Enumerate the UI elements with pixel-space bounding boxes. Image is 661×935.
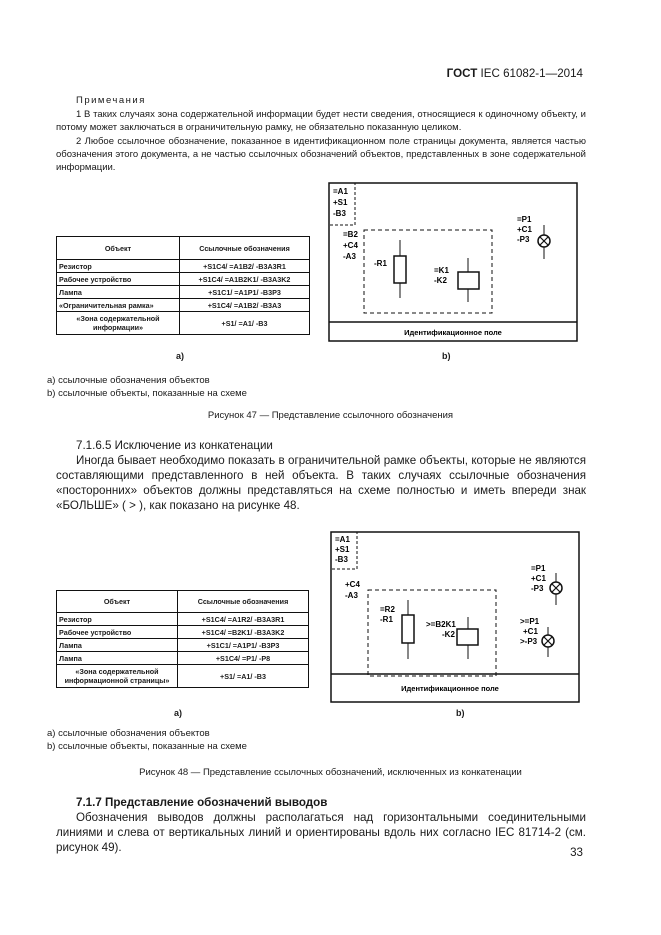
fig47-r1: -R1 (374, 259, 387, 268)
fig48-doc-b: -B3 (335, 555, 348, 564)
fig47-label-a: а) (176, 351, 185, 361)
fig48-diagram (330, 531, 581, 703)
fig48-table (56, 590, 309, 688)
table-cell: Рабочее устройство (57, 626, 178, 639)
resistor-symbol (402, 615, 414, 643)
section2-heading: 7.1.7 Представление обозначений выводов (76, 796, 328, 809)
fig47-frame-a: -A3 (343, 252, 356, 261)
table-cell: +S1C4/ =P1/ -P8 (178, 652, 309, 665)
notes-title: Примечания (76, 95, 146, 106)
table-cell: +S1/ =A1/ -B3 (180, 312, 310, 335)
fig47-diagram (328, 182, 579, 342)
fig47-p1: =P1 (517, 215, 532, 224)
fig47-caption-a: а) ссылочные обозначения объектов (47, 375, 210, 386)
fig48-xc1: +C1 (523, 627, 538, 636)
table-cell: «Зона содержательной информации» (57, 312, 180, 335)
section-paragraph: Иногда бывает необходимо показать в ограничительной рамке объекты, которые не являются составляющими представленного в ней объекта. В таких случаях ссылочные обозначения «посторонних» объектов должны представляться на схеме полностью и иметь впереди знак «БОЛЬШЕ» ( > ), как показано на рисунке 48. (56, 454, 586, 512)
fig47-label-b: b) (442, 351, 451, 361)
fig47-table (56, 236, 310, 335)
fig47-id-field: Идентификационное поле (404, 328, 502, 337)
coil-symbol (457, 629, 478, 645)
fig47-frame-c: +C4 (343, 241, 358, 250)
table-cell: +S1C4/ =B2K1/ -B3A3K2 (178, 626, 309, 639)
fig47-c1: +C1 (517, 225, 532, 234)
fig47-doc-b: -B3 (333, 209, 346, 218)
table-cell: Резистор (57, 260, 180, 273)
page-header (447, 67, 583, 80)
note-1: 1 В таких случаях зона содержательной информации будет нести сведения, относящиеся к одиночному объекту, и потому может заключаться в ограничительную рамку, не обязательно показанную целиком. (56, 109, 586, 133)
section2-paragraph: Обозначения выводов должны располагаться над горизонтальными соединительными линиями и слева от вертикальных линий и ориентированы вдоль них согласно IEC 81714-2 (см. рисунок 49). (56, 811, 586, 854)
fig48-p1: =P1 (531, 564, 546, 573)
table-cell: +S1/ =A1/ -B3 (178, 665, 309, 688)
fig47-header-refs: Ссылочные обозначения (180, 237, 310, 260)
fig48-k2: -K2 (442, 630, 455, 639)
table-cell: «Зона содержательной информационной страницы» (57, 665, 178, 688)
table-cell: Лампа (57, 639, 178, 652)
fig47-doc-a: =A1 (333, 187, 348, 196)
fig47-k2: -K2 (434, 276, 447, 285)
fig48-p3: -P3 (531, 584, 544, 593)
fig48-header-object: Объект (57, 591, 178, 613)
resistor-symbol (394, 256, 406, 283)
header-gost: ГОСТ (446, 67, 478, 80)
fig48-id-field: Идентификационное поле (401, 684, 499, 693)
table-cell: Рабочее устройство (57, 273, 180, 286)
fig47-k1: =K1 (434, 266, 449, 275)
fig48-xp3: >-P3 (520, 637, 538, 646)
fig47-doc-s: +S1 (333, 198, 348, 207)
fig48-header-refs: Ссылочные обозначения (178, 591, 309, 613)
section-heading: 7.1.6.5 Исключение из конкатенации (76, 439, 273, 452)
header-standard: IEC 61082-1—2014 (480, 67, 583, 80)
fig47-p3: -P3 (517, 235, 530, 244)
fig48-caption-a: а) ссылочные обозначения объектов (47, 728, 210, 739)
fig48-r1: -R1 (380, 615, 393, 624)
coil-symbol (458, 272, 479, 289)
table-cell: +S1C4/ =A1B2K1/ -B3A3K2 (180, 273, 310, 286)
fig48-doc-a: =A1 (335, 535, 350, 544)
fig48-frame-a: -A3 (345, 591, 358, 600)
fig48-k1: >=B2K1 (426, 620, 456, 629)
fig47-frame-b: =B2 (343, 230, 358, 239)
table-cell: +S1C1/ =A1P1/ -B3P3 (180, 286, 310, 299)
fig48-caption: Рисунок 48 — Представление ссылочных обозначений, исключенных из конкатенации (139, 767, 522, 778)
note-2: 2 Любое ссылочное обозначение, показанное в идентификационном поле страницы документа, является частью обозначения этого документа, а не частью ссылочных обозначений объектов, представленных в зоне содержательной информации. (56, 136, 586, 173)
fig48-c1: +C1 (531, 574, 546, 583)
table-cell: Лампа (57, 652, 178, 665)
fig48-xp1: >=P1 (520, 617, 540, 626)
fig48-label-a: а) (174, 708, 183, 718)
fig48-label-b: b) (456, 708, 465, 718)
fig48-r2: =R2 (380, 605, 395, 614)
table-cell: +S1C4/ =A1B2/ -B3A3 (180, 299, 310, 312)
fig48-frame-c: +C4 (345, 580, 360, 589)
fig48-caption-b: b) ссылочные объекты, показанные на схеме (47, 741, 247, 752)
table-cell: +S1C1/ =A1P1/ -B3P3 (178, 639, 309, 652)
fig47-caption-b: b) ссылочные объекты, показанные на схеме (47, 388, 247, 399)
fig47-header-object: Объект (57, 237, 180, 260)
fig47-caption: Рисунок 47 — Представление ссылочного обозначения (207, 410, 454, 421)
page-number: 33 (570, 846, 583, 859)
table-cell: +S1C4/ =A1R2/ -B3A3R1 (178, 613, 309, 626)
fig48-doc-s: +S1 (335, 545, 350, 554)
table-cell: +S1C4/ =A1B2/ -B3A3R1 (180, 260, 310, 273)
table-cell: Резистор (57, 613, 178, 626)
table-cell: Лампа (57, 286, 180, 299)
table-cell: «Ограничительная рамка» (57, 299, 180, 312)
